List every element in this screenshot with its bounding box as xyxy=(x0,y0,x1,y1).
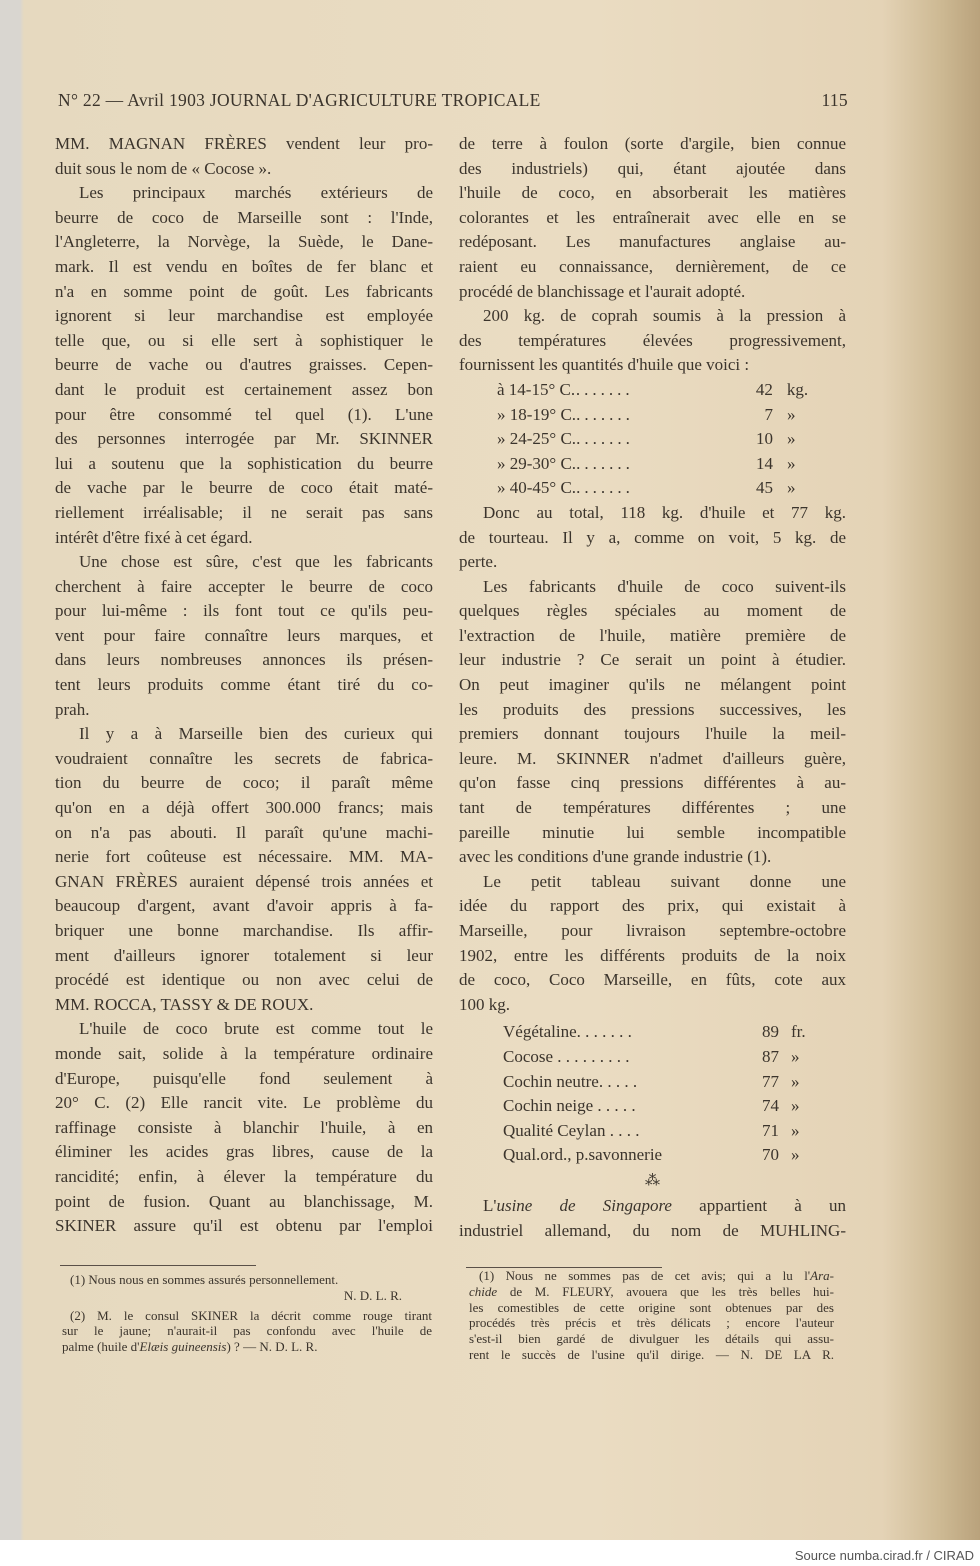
paragraph-line: pour lui-même : ils font tout ce qu'ils peu- xyxy=(55,601,433,621)
paragraph-line: MM. ROCCA, TASSY & DE ROUX. xyxy=(55,994,314,1014)
oil-quantity: 7 xyxy=(764,404,773,424)
paragraph-line: d'Europe, puisqu'elle fond seulement à xyxy=(55,1068,433,1088)
running-header xyxy=(58,90,848,114)
paragraph-line: avec les conditions d'une grande industrie (1). xyxy=(459,847,772,867)
footnote-line: procédés très précis et très délicats ; encore l'auteur xyxy=(469,1315,834,1331)
paragraph-line: colorantes et les entraînerait avec elle en se xyxy=(459,207,846,227)
asterism: ⁂ xyxy=(645,1172,660,1189)
paragraph-line: perte. xyxy=(459,552,498,572)
unit: » xyxy=(786,404,796,424)
paragraph-line: On peut imaginer qu'ils ne mélangent point xyxy=(459,675,846,695)
product-name: Qualité Ceylan . . . . xyxy=(503,1120,640,1140)
paragraph-line: leure. M. SKINNER n'admet d'ailleurs guère, xyxy=(459,748,846,768)
paragraph xyxy=(55,722,433,1017)
paragraph-line: duit sous le nom de « Cocose ». xyxy=(55,158,272,178)
paragraph-line: mark. Il est vendu en boîtes de fer blanc et xyxy=(55,256,433,276)
price: 74 xyxy=(762,1096,779,1116)
unit: » xyxy=(791,1046,800,1066)
paragraph-line: procédé est identique ou non avec celui de xyxy=(55,970,433,990)
oil-quantity: 14 xyxy=(755,453,773,473)
price: 89 xyxy=(762,1022,779,1042)
unit: » xyxy=(791,1120,800,1140)
paragraph-line: lui a soutenu que la sophistication du beurre xyxy=(55,453,433,473)
source-credit: Source numba.cirad.fr / CIRAD xyxy=(794,1548,974,1563)
paragraph-line: L'usine de Singapore appartient à un xyxy=(483,1195,846,1215)
unit: fr. xyxy=(791,1022,806,1042)
temperature-table xyxy=(459,378,846,501)
paragraph-line: fournissent les quantités d'huile que voici : xyxy=(459,355,750,375)
paragraph-line: de vache par le beurre de coco était maté- xyxy=(55,478,433,498)
leader-dots: ....... xyxy=(576,478,634,498)
price: 77 xyxy=(762,1071,779,1091)
leader-dots: ....... xyxy=(576,404,634,424)
paragraph-line: des personnes interrogée par Mr. SKINNER xyxy=(55,429,433,449)
paragraph-line: SKINER assure qu'il est obtenu par l'emploi xyxy=(55,1216,433,1236)
paragraph-line: des industriels) qui, étant ajoutée dans xyxy=(459,158,846,178)
price: 87 xyxy=(762,1046,779,1066)
paragraph-line: des températures élevées progressivement, xyxy=(459,330,846,350)
paragraph-line: GNAN FRÈRES auraient dépensé trois années et xyxy=(55,871,433,891)
paragraph-line: tent leurs produits comme étant tiré du co- xyxy=(55,675,433,695)
paragraph-line: riellement irréalisable; il ne serait pas sans xyxy=(55,502,433,522)
paragraph-line: Donc au total, 118 kg. d'huile et 77 kg. xyxy=(483,502,846,522)
footnote-2-line: sur le jaune; n'aurait-il pas confondu avec l'huile de xyxy=(62,1323,432,1339)
paragraph-line: tion du beurre de coco; il paraît même xyxy=(55,773,433,793)
leader-dots: ....... xyxy=(575,379,634,399)
paragraph-line: ignorent si leur marchandise est employée xyxy=(55,306,433,326)
product-name: Végétaline. . . . . . . xyxy=(503,1022,632,1042)
paragraph-line: l'Angleterre, la Norvège, la Suède, le Dane- xyxy=(55,232,433,252)
unit: » xyxy=(791,1096,800,1116)
paragraph xyxy=(459,132,846,304)
paragraph-line: l'huile de coco, en absorberait les matières xyxy=(459,183,846,203)
oil-quantity: 42 xyxy=(755,379,773,399)
unit: kg. xyxy=(786,379,809,399)
paragraph-line: pour être consommé tel quel (1). L'une xyxy=(55,404,433,424)
paragraph-line: de tourteau. Il y a, comme on voit, 5 kg. de xyxy=(459,527,846,547)
paragraph-line: leur industrie ? Ce serait un point à étudier. xyxy=(459,650,846,670)
oil-quantity: 10 xyxy=(755,429,773,449)
paragraph-line: on n'a pas abouti. Il paraît qu'une machi- xyxy=(55,822,433,842)
paragraph-line: Il y a à Marseille bien des curieux qui xyxy=(79,724,433,744)
table-row xyxy=(459,476,846,501)
price: 71 xyxy=(762,1120,779,1140)
paragraph-line: cherchent à faire accepter le beurre de coco xyxy=(55,576,433,596)
paragraph-line: MM. MAGNAN FRÈRES vendent leur pro- xyxy=(55,134,433,153)
footnote-rule xyxy=(60,1265,256,1266)
table-row xyxy=(459,1020,846,1045)
table-row xyxy=(459,403,846,428)
temperature: à 14-15° C. xyxy=(497,379,576,399)
paragraph-line: raffinage consiste à blanchir l'huile, à en xyxy=(55,1117,433,1137)
paragraph-line: idée du rapport des prix, qui existait à xyxy=(459,896,846,916)
left-column xyxy=(55,132,433,1239)
paragraph xyxy=(459,870,846,1018)
footnote-line: (1) Nous ne sommes pas de cet avis; qui a lu l'Ara- xyxy=(479,1268,834,1283)
unit: » xyxy=(786,429,796,449)
unit: » xyxy=(786,478,796,498)
leader-dots: ....... xyxy=(576,429,634,449)
paragraph xyxy=(55,132,433,181)
table-row xyxy=(459,427,846,452)
footnotes-right xyxy=(469,1268,834,1363)
paragraph-line: n'a en somme point de goût. Les fabricants xyxy=(55,281,433,301)
paragraph-line: briquer une bonne marchandise. Ils affir- xyxy=(55,921,433,940)
paragraph-line: dans leurs nombreuses annonces ils présen- xyxy=(55,650,433,670)
table-row xyxy=(459,1045,846,1070)
paragraph xyxy=(459,575,846,870)
paragraph-line: beaucoup d'argent, avant d'avoir appris à fa- xyxy=(55,896,433,916)
unit: » xyxy=(791,1071,800,1091)
product-name: Cocose . . . . . . . . . xyxy=(503,1046,630,1066)
paragraph-line: telle que, ou si elle sert à sophistiquer le xyxy=(55,330,433,350)
paragraph-line: beurre de vache ou d'autres graisses. Cepen- xyxy=(55,355,433,375)
oil-quantity: 45 xyxy=(755,478,773,498)
leader-dots: ....... xyxy=(576,453,634,473)
paragraph-line: rancidité; enfin, à élever la température du xyxy=(55,1166,433,1186)
paragraph-line: L'huile de coco brute est comme tout le xyxy=(79,1019,433,1039)
footnotes-left xyxy=(62,1272,432,1355)
temperature: » 24-25° C. xyxy=(497,429,577,449)
paragraph-line: Les principaux marchés extérieurs de xyxy=(79,183,433,203)
paragraph xyxy=(459,501,846,575)
paragraph-line: de terre à foulon (sorte d'argile, bien connue xyxy=(459,134,846,153)
paragraph-line: nerie fort coûteuse est nécessaire. MM. MA- xyxy=(55,847,433,867)
paragraph-line: l'extraction de l'huile, matière première de xyxy=(459,625,846,645)
temperature: » 18-19° C. xyxy=(497,404,577,424)
paragraph-line: éliminer les acides gras libres, cause de la xyxy=(55,1142,433,1162)
paragraph-line: voudraient connaître les secrets de fabrica- xyxy=(55,748,433,768)
paragraph-line: dant le produit est certainement assez bon xyxy=(55,379,433,399)
paragraph xyxy=(55,550,433,722)
table-row xyxy=(459,1119,846,1144)
paragraph-line: ment d'ailleurs ignorer totalement si leur xyxy=(55,945,433,965)
footnote-2-line: (2) M. le consul SKINER la décrit comme rouge tirant xyxy=(70,1307,432,1323)
paragraph-line: Une chose est sûre, c'est que les fabricants xyxy=(79,552,433,572)
right-column xyxy=(459,132,846,1243)
paragraph-line: Marseille, pour livraison septembre-octobre xyxy=(459,921,846,940)
footnote-line: rent le succès de l'usine qu'il dirige. — N. DE LA R. xyxy=(469,1346,834,1362)
footnote-1: (1) Nous nous en sommes assurés personnellement. xyxy=(70,1272,339,1287)
price: 70 xyxy=(762,1145,779,1165)
paragraph-line: premiers donnant toujours l'huile la meil- xyxy=(459,724,846,744)
unit: » xyxy=(791,1145,800,1165)
paragraph xyxy=(459,304,846,378)
paragraph-line: qu'on en a déjà offert 300.000 francs; mais xyxy=(55,798,433,818)
paragraph-line: industriel allemand, du nom de MUHLING- xyxy=(459,1220,846,1240)
paragraph-line: 1902, entre les différents produits de la noix xyxy=(459,945,846,965)
table-row xyxy=(459,1070,846,1095)
paragraph-line: redéposant. Les manufactures anglaise au- xyxy=(459,232,846,252)
temperature: » 29-30° C. xyxy=(497,453,577,473)
paragraph-line: procédé de blanchissage et l'aurait adopté. xyxy=(459,281,746,301)
price-table xyxy=(459,1020,846,1168)
unit: » xyxy=(786,453,796,473)
paragraph-line: 20° C. (2) Elle rancit vite. Le problème du xyxy=(55,1093,433,1113)
footnote-signature: N. D. L. R. xyxy=(343,1287,402,1303)
paragraph-line: monde sait, solide à la température ordinaire xyxy=(55,1043,433,1063)
table-row xyxy=(459,378,846,403)
table-row xyxy=(459,1094,846,1119)
journal-title: N° 22 — Avril 1903 JOURNAL D'AGRICULTURE TROPICALE xyxy=(58,90,541,110)
product-name: Cochin neige . . . . . xyxy=(503,1096,636,1116)
paragraph-line: raient eu connaissance, dernièrement, de ce xyxy=(459,256,846,276)
paragraph-line: tant de températures différentes ; une xyxy=(459,798,846,818)
paragraph-line: quelques règles spéciales au moment de xyxy=(459,601,846,621)
paragraph-line: point de fusion. Quant au blanchissage, M. xyxy=(55,1191,433,1211)
footnote-line: s'est-il bien gardé de divulguer les détails qui assu- xyxy=(469,1331,834,1347)
paragraph-line: beurre de coco de Marseille sont : l'Inde, xyxy=(55,207,433,227)
paragraph xyxy=(55,1017,433,1238)
temperature: » 40-45° C. xyxy=(497,478,577,498)
paragraph-line: Le petit tableau suivant donne une xyxy=(483,871,846,891)
product-name: Cochin neutre. . . . . xyxy=(503,1071,638,1091)
paragraph xyxy=(55,181,433,550)
footnote-2-line: palme (huile d'Elæis guineensis) ? — N. D. L. R. xyxy=(62,1339,318,1355)
paragraph-line: prah. xyxy=(55,699,90,719)
paragraph-line: qu'on fasse cinq pressions différentes à au- xyxy=(459,773,846,793)
table-row xyxy=(459,452,846,477)
paragraph-line: de coco, Coco Marseille, en fûts, cote aux xyxy=(459,970,846,990)
page-number: 115 xyxy=(821,90,848,110)
paragraph-line: 200 kg. de coprah soumis à la pression à xyxy=(483,306,846,326)
paragraph-line: vent pour faire connaître leurs marques, et xyxy=(55,625,433,645)
footnote-line: chide de M. FLEURY, avouera que les très belles hui- xyxy=(469,1283,834,1299)
paragraph-line: les produits des pressions successives, les xyxy=(459,699,846,719)
paragraph-line: 100 kg. xyxy=(459,994,510,1014)
footnote-line: les comestibles de cette origine sont obtenues par des xyxy=(469,1299,834,1315)
paragraph-line: intérêt d'être fixé à cet égard. xyxy=(55,527,253,547)
paragraph-line: Les fabricants d'huile de coco suivent-ils xyxy=(483,576,846,596)
paragraph-line: pareille minutie lui semble incompatible xyxy=(459,822,846,842)
product-name: Qual.ord., p.savonnerie xyxy=(503,1145,663,1165)
table-row xyxy=(459,1143,846,1168)
